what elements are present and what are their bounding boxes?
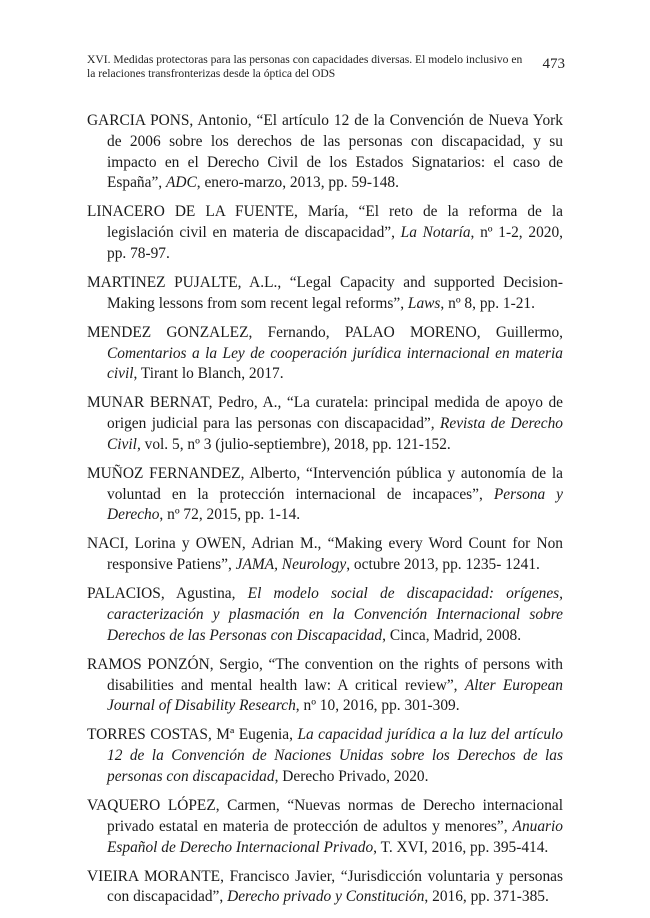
bibliography-entry xyxy=(87,111,563,194)
entry-text: MUNAR BERNAT, Pedro, A., “La curatela: principal medida de apoyo de origen judicial para las personas con discapacidad”, xyxy=(87,394,563,433)
bibliography-entry xyxy=(87,584,563,646)
entry-text: MARTINEZ PUJALTE, A.L., “Legal Capacity and supported Decision-Making lessons from som recent legal reforms”, xyxy=(87,273,563,312)
bibliography-entry xyxy=(87,796,563,858)
entry-title-italic: La capacidad jurídica a la luz del artículo 12 de la Convención de Naciones Unidas sobre los Derechos de las personas con discapacidad xyxy=(107,726,564,785)
entry-title-italic: Laws xyxy=(407,294,441,312)
bibliography-entry xyxy=(87,464,563,526)
running-title: XVI. Medidas protectoras para las personas con capacidades diversas. El modelo inclusivo en la relaciones transfronterizas desde la óptica del ODS xyxy=(87,53,523,80)
entry-title-italic: Persona y Derecho xyxy=(107,485,563,524)
entry-text: , nº 72, 2015, pp. 1-14. xyxy=(159,506,301,524)
bibliography-entry xyxy=(87,273,563,315)
entry-text: , Tirant lo Blanch, 2017. xyxy=(133,365,284,383)
entry-title-italic: Revista de Derecho Civil xyxy=(107,415,563,453)
bibliography-entry xyxy=(87,323,563,385)
running-header xyxy=(87,53,565,81)
bibliography-entry xyxy=(87,725,563,787)
entry-title-italic: Comentarios a la Ley de cooperación jurídica internacional en materia civil xyxy=(107,344,563,383)
entry-title-italic: Anuario Español de Derecho Internacional Privado xyxy=(107,817,563,856)
bibliography-entry xyxy=(87,655,563,717)
entry-title-italic: Derecho privado y Constitución xyxy=(227,888,425,906)
entry-text: LINACERO DE LA FUENTE, María, “El reto de la reforma de la legislación civil en materia de discapacidad”, xyxy=(87,203,563,242)
entry-title-italic: Alter European Journal of Disability Research xyxy=(107,676,563,715)
entry-text: , vol. 5, nº 3 (julio-septiembre), 2018, pp. 121-152. xyxy=(136,435,451,453)
entry-text: , enero-marzo, 2013, pp. 59-148. xyxy=(196,174,399,192)
entry-title-italic: ADC xyxy=(165,174,197,192)
entry-title-italic: JAMA, Neurology xyxy=(235,556,347,574)
entry-text: , nº 8, pp. 1-21. xyxy=(440,294,535,312)
entry-text: MUÑOZ FERNANDEZ, Alberto, “Intervención pública y autonomía de la voluntad en la protección internacional de incapaces”, xyxy=(87,464,563,503)
entry-text: VIEIRA MORANTE, Francisco Javier, “Jurisdicción voluntaria y personas con discapacidad”, xyxy=(87,867,563,906)
entry-text: RAMOS PONZÓN, Sergio, “The convention on the rights of persons with disabilities and mental health law: A critical review”, xyxy=(87,655,563,694)
entry-text: , Cinca, Madrid, 2008. xyxy=(382,626,522,644)
bibliography-entry xyxy=(87,867,563,909)
entry-title-italic: La Notaría xyxy=(400,224,471,242)
bibliography-list xyxy=(87,111,563,916)
entry-text: MENDEZ GONZALEZ, Fernando, PALAO MORENO, Guillermo, xyxy=(87,323,563,341)
entry-text: GARCIA PONS, Antonio, “El artículo 12 de la Convención de Nueva York de 2006 sobre los derechos de las personas con discapacidad, y su impacto en el Derecho Civil de los Estados Signatarios: el caso de España”, xyxy=(87,112,563,192)
bibliography-entry xyxy=(87,393,563,455)
entry-text: TORRES COSTAS, Mª Eugenia, xyxy=(87,726,298,744)
entry-text: , T. XVI, 2016, pp. 395-414. xyxy=(373,838,549,856)
entry-text: PALACIOS, Agustina, xyxy=(87,585,248,603)
bibliography-entry xyxy=(87,534,563,576)
entry-text: , octubre 2013, pp. 1235- 1241. xyxy=(346,556,540,574)
entry-text: , nº 1-2, 2020, pp. 78-97. xyxy=(107,224,563,262)
entry-text: VAQUERO LÓPEZ, Carmen, “Nuevas normas de Derecho internacional privado estatal en materia de protección de adultos y menores”, xyxy=(87,796,563,835)
entry-text: , nº 10, 2016, pp. 301-309. xyxy=(295,697,460,715)
entry-text: , 2016, pp. 371-385. xyxy=(424,888,549,906)
entry-text: NACI, Lorina y OWEN, Adrian M., “Making every Word Count for Non responsive Patiens”, xyxy=(87,535,563,574)
entry-text: , Derecho Privado, 2020. xyxy=(274,768,429,785)
entry-title-italic: El modelo social de discapacidad: orígenes, caracterización y plasmación en la Convención Internacional sobre Derechos de las Personas con Discapacidad xyxy=(107,585,563,644)
bibliography-entry xyxy=(87,202,563,264)
page-number: 473 xyxy=(542,56,565,72)
